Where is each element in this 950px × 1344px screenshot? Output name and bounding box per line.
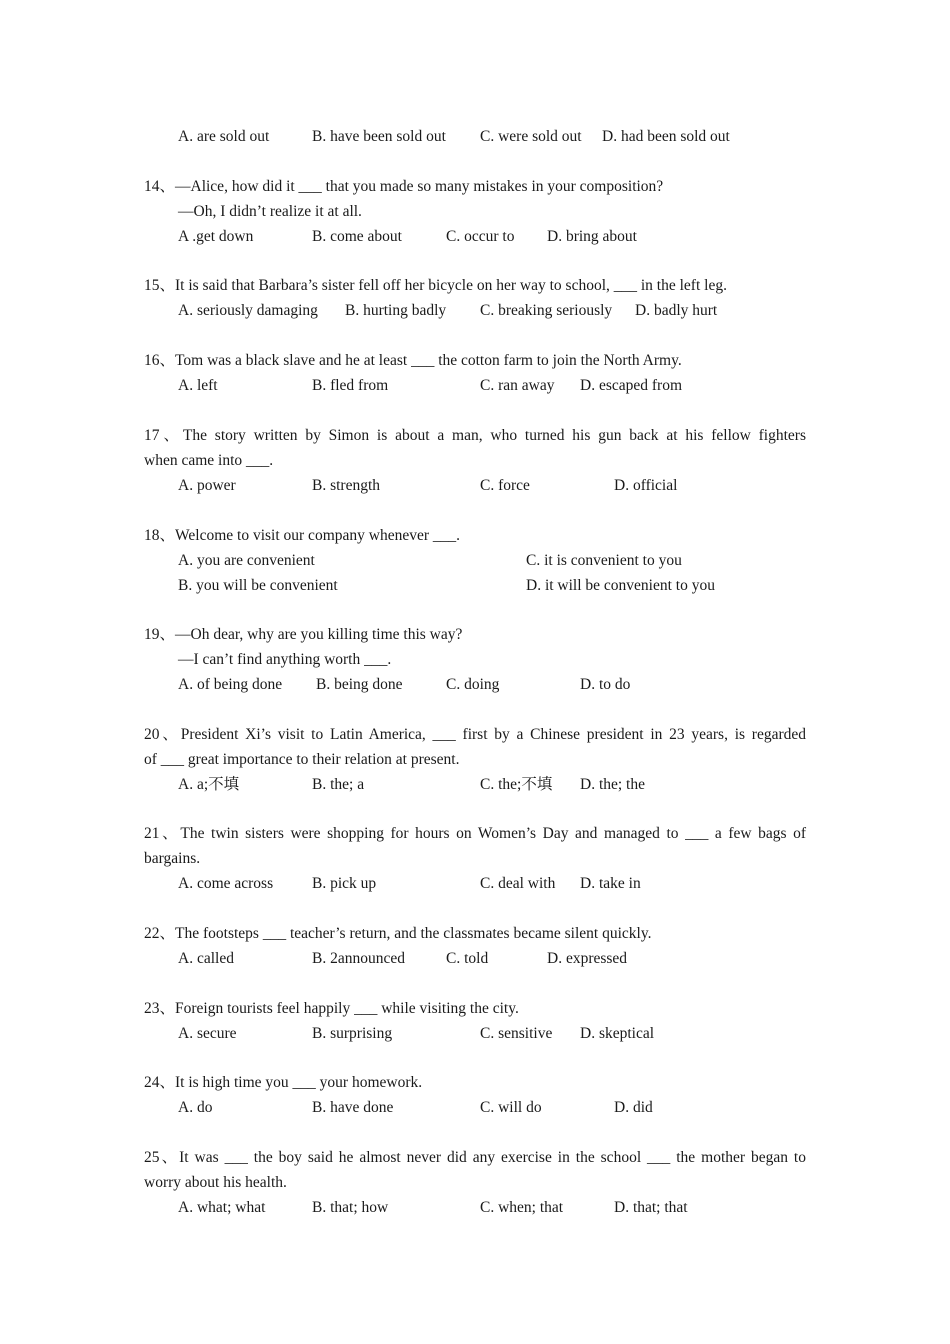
q15-option-d: D. badly hurt xyxy=(635,302,718,319)
q24-option-c: C. will do xyxy=(480,1099,542,1116)
q18-option-d: D. it will be convenient to you xyxy=(526,577,715,594)
q17-stem-line1: 17、The story written by Simon is about a man, who turned his gun back at his fellow fighters xyxy=(144,427,806,444)
q18-option-b: B. you will be convenient xyxy=(178,577,338,594)
q16-option-a: A. left xyxy=(178,377,218,394)
q19-option-a: A. of being done xyxy=(178,676,283,693)
q19-option-b: B. being done xyxy=(316,676,403,693)
q17-option-d: D. official xyxy=(614,477,678,494)
q13-option-c: C. were sold out xyxy=(480,128,582,145)
q21-option-c: C. deal with xyxy=(480,875,556,892)
q17-option-b: B. strength xyxy=(312,477,381,494)
q20-option-b: B. the; a xyxy=(312,776,365,793)
q14-reply: —Oh, I didn’t realize it at all. xyxy=(178,203,362,220)
q23-stem: 23、Foreign tourists feel happily ___ while visiting the city. xyxy=(144,1000,519,1017)
q15-option-b: B. hurting badly xyxy=(345,302,447,319)
q22-stem: 22、The footsteps ___ teacher’s return, and the classmates became silent quickly. xyxy=(144,925,652,942)
q17-option-c: C. force xyxy=(480,477,530,494)
q16-option-c: C. ran away xyxy=(480,377,555,394)
q24-stem: 24、It is high time you ___ your homework. xyxy=(144,1074,423,1091)
q14-option-c: C. occur to xyxy=(446,228,515,245)
q22-option-d: D. expressed xyxy=(547,950,628,967)
q19-reply: —I can’t find anything worth ___. xyxy=(178,651,392,668)
q21-option-b: B. pick up xyxy=(312,875,377,892)
q16-option-b: B. fled from xyxy=(312,377,389,394)
q21-stem-line1: 21、The twin sisters were shopping for hours on Women’s Day and managed to ___ a few bags of xyxy=(144,825,806,842)
q16-stem: 16、Tom was a black slave and he at least ___ the cotton farm to join the North Army. xyxy=(144,352,682,369)
q13-option-b: B. have been sold out xyxy=(312,128,446,145)
q15-option-c: C. breaking seriously xyxy=(480,302,613,319)
q21-stem-line2: bargains. xyxy=(144,850,201,867)
q25-stem-line1: 25、It was ___ the boy said he almost never did any exercise in the school ___ the mother began to xyxy=(144,1149,806,1166)
q20-stem-line1: 20、President Xi’s visit to Latin America, ___ first by a Chinese president in 23 years, is regarded xyxy=(144,726,806,743)
q22-option-b: B. 2announced xyxy=(312,950,405,967)
q17-stem-line2: when came into ___. xyxy=(144,452,274,469)
q13-option-a: A. are sold out xyxy=(178,128,270,145)
q16-option-d: D. escaped from xyxy=(580,377,682,394)
q20-option-a: A. a;不填 xyxy=(178,776,240,793)
q23-option-a: A. secure xyxy=(178,1025,237,1042)
q23-option-c: C. sensitive xyxy=(480,1025,553,1042)
q24-option-a: A. do xyxy=(178,1099,213,1116)
q20-option-d: D. the; the xyxy=(580,776,645,793)
q25-option-a: A. what; what xyxy=(178,1199,266,1216)
q19-option-d: D. to do xyxy=(580,676,631,693)
q23-option-d: D. skeptical xyxy=(580,1025,655,1042)
q25-option-d: D. that; that xyxy=(614,1199,688,1216)
q14-stem: 14、—Alice, how did it ___ that you made so many mistakes in your composition? xyxy=(144,178,664,195)
q13-option-d: D. had been sold out xyxy=(602,128,730,145)
q21-option-a: A. come across xyxy=(178,875,274,892)
q15-option-a: A. seriously damaging xyxy=(178,302,318,319)
q18-stem: 18、Welcome to visit our company whenever ___. xyxy=(144,527,460,544)
q17-option-a: A. power xyxy=(178,477,236,494)
q15-stem: 15、It is said that Barbara’s sister fell off her bicycle on her way to school, ___ in the left leg. xyxy=(144,277,727,294)
q19-stem: 19、—Oh dear, why are you killing time this way? xyxy=(144,626,463,643)
q14-option-d: D. bring about xyxy=(547,228,637,245)
q14-option-a: A .get down xyxy=(178,228,254,245)
q18-option-c: C. it is convenient to you xyxy=(526,552,682,569)
q25-option-b: B. that; how xyxy=(312,1199,389,1216)
q22-option-c: C. told xyxy=(446,950,489,967)
q23-option-b: B. surprising xyxy=(312,1025,393,1042)
q24-option-b: B. have done xyxy=(312,1099,394,1116)
q20-stem-line2: of ___ great importance to their relation at present. xyxy=(144,751,460,768)
q19-option-c: C. doing xyxy=(446,676,500,693)
q22-option-a: A. called xyxy=(178,950,234,967)
q14-option-b: B. come about xyxy=(312,228,402,245)
q24-option-d: D. did xyxy=(614,1099,653,1116)
q25-option-c: C. when; that xyxy=(480,1199,564,1216)
q18-option-a: A. you are convenient xyxy=(178,552,315,569)
q21-option-d: D. take in xyxy=(580,875,641,892)
q25-stem-line2: worry about his health. xyxy=(144,1174,287,1191)
q20-option-c: C. the;不填 xyxy=(480,776,553,793)
